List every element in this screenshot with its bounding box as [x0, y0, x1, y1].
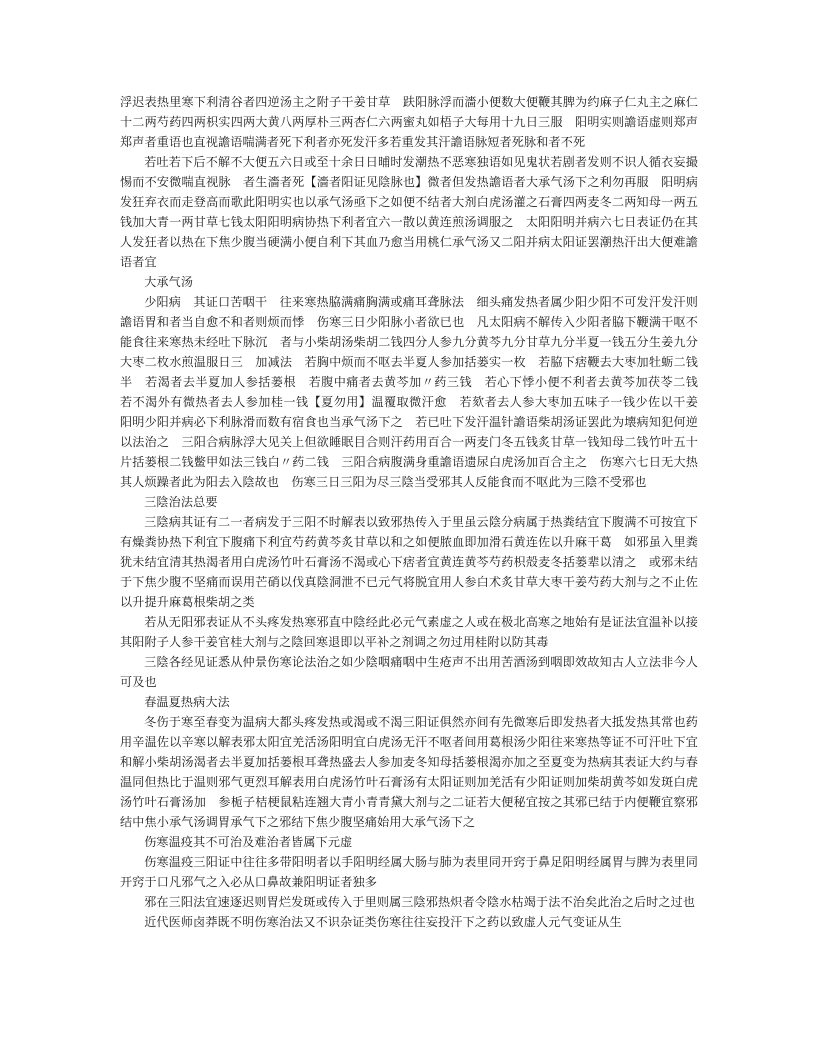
paragraph: 浮迟表热里寒下利清谷者四逆汤主之附子干姜甘草 趺阳脉浮而濇小便数大便鞭其脾为约麻子仁丸主之麻仁十二两芍药四两枳实四两大黄八两厚朴三两杏仁六两蜜丸如梧子大每用十九日三服 阳明实则譫语虚则郑声郑声者重语也直视譫语喘满者死下利者亦死发汗多若重发其汗譫语脉短者死脉和者不死 — [120, 95, 698, 149]
paragraph: 三陰病其证有二一者病发于三阳不时解表以致邪热传入于里虽云陰分病属于热粪结宜下腹满不可按宜下有燥粪协热下利宜下腹痛下利宜芍药黄芩炙甘草以和之如便脓血即加滑石黄连佐以升麻干葛 如邪虽入里粪犹未结宜清其热渴者用白虎汤竹叶石膏汤不渴或心下痞者宜黄连黄芩芍药枳殻麦冬括蒌辈以清之 或邪未结于下焦少腹不坚痛而误用芒硝以伐真陰洞泄不已元气将脱宜用人参白术炙甘草大枣干姜芍药大剂与之不止佐以升提升麻葛根柴胡之类 — [120, 515, 698, 609]
paragraph: 冬伤于寒至春变为温病大都头疼发热或渴或不渴三阳证俱然亦间有先微寒后即发热者大抵发热其常也药用辛温佐以辛寒以解表邪太阳宜羌活汤阳明宜白虎汤无汗不呕者间用葛根汤少阳往来寒热等证不可汗吐下宜和解小柴胡汤渴者去半夏加括蒌根耳聋热盛去人参加麦冬知母括蒌根渴亦加之至夏变为热病其表证大约与春温同但热比于温则邪气更烈耳解表用白虎汤竹叶石膏汤有太阳证则加羌活有少阳证则加柴胡黄芩如发斑白虎汤竹叶石膏汤加 参栀子桔梗鼠粘连翘大青小青青黛大剂与之二证若大便秘宜按之其邪已结于内便鞭宜察邪结中焦小承气汤调胃承气下之邪结下焦少腹坚痛始用大承气汤下之 — [120, 715, 698, 829]
paragraph: 伤寒温疫三阳证中往往多带阳明者以手阳明经属大肠与肺为表里同开窍于鼻足阳明经属胃与脾为表里同开窍于口凡邪气之入必从口鼻故兼阳明证者独多 — [120, 855, 698, 889]
document-page — [120, 92, 711, 1032]
paragraph: 邪在三阳法宜速逐迟则胃烂发斑或传入于里则属三陰邪热炽者令陰水枯竭于法不治矣此治之后时之过也 — [144, 895, 696, 909]
section-heading: 三陰治法总要 — [144, 495, 218, 509]
section-heading: 伤寒温疫其不可治及难治者皆属下元虚 — [144, 835, 353, 849]
section-heading: 大承气汤 — [144, 275, 194, 289]
paragraph: 近代医师卤莽既不明伤寒治法又不识杂证类伤寒往往妄投汗下之药以致虚人元气变证从生 — [144, 915, 622, 929]
paragraph: 若从无阳邪表证从不头疼发热寒邪直中陰经此必元气素虚之人或在极北高寒之地始有是证法宜温补以接其阳附子人参干姜官桂大剂与之陰回寒退即以平补之剂调之勿过用桂附以防其毒 — [120, 615, 698, 649]
paragraph: 三陰各经见证悉从仲景伤寒论法治之如少陰咽痛咽中生疮声不出用苦酒汤到咽即效故知古人立法非今人可及也 — [120, 655, 698, 689]
paragraph: 少阳病 其证口苦咽干 往来寒热脇满痛胸满或痛耳聋脉法 细头痛发热者属少阳少阳不可发汗发汗则譫语胃和者当自愈不和者则烦而悸 伤寒三日少阳脉小者欲已也 凡太阳病不解传入少阳者脇下鞭满干呕不能食往来寒热未经吐下脉沉 者与小柴胡汤柴胡二钱四分人参九分黄芩九分甘草九分半夏一钱五分生姜九分大枣二枚水煎温服日三 加减法 若胸中烦而不呕去半夏人参加括蒌实一枚 若脇下痞鞭去大枣加牡蛎二钱半 若渴者去半夏加人参括蒌根 若腹中痛者去黄芩加〃药三钱 若心下悸小便不利者去黄芩加茯苓二钱 若不渴外有微热者去人参加桂一钱【夏勿用】温覆取微汗愈 若欬者去人参大枣加五味子一钱少佐以干姜 阳明少阳并病必下利脉滑而数有宿食也当承气汤下之 若已吐下发汗温针譫语柴胡汤证罢此为壊病知犯何逆以法治之 三阳合病脉浮大见关上但欲睡眠目合则汗药用百合一两麦门冬五钱炙甘草一钱知母二钱竹叶五十片括蒌根二钱鳖甲如法三钱白〃药二钱 三阳合病腹满身重譫语遗尿白虎汤加百合主之 伤寒六七日无大热其人烦躁者此为阳去入陰故也 伤寒三日三阳为尽三陰当受邪其人反能食而不呕此为三陰不受邪也 — [120, 295, 711, 489]
section-heading: 春温夏热病大法 — [144, 695, 230, 709]
paragraph: 若吐若下后不解不大便五六日或至十余日日晡时发潮热不恶寒独语如见鬼状若剧者发则不识人循衣妄撮惕而不安微喘直视脉 者生濇者死【濇者阳证见陰脉也】微者但发热譫语者大承气汤下之利勿再服 阳明病发狂弃衣而走登高而歌此阳明实也以承气汤亟下之如便不结者大剂白虎汤灌之石膏四两麦冬二两知母一两五钱加大青一两甘草七钱太阳阳明病协热下利者宜六一散以黄连煎汤调服之 太阳阳明并病六七日表证仍在其人发狂者以热在下焦少腹当硬满小便自利下其血乃愈当用桃仁承气汤又二阳并病太阳证罢潮热汗出大便难譫语者宜 — [120, 155, 698, 269]
